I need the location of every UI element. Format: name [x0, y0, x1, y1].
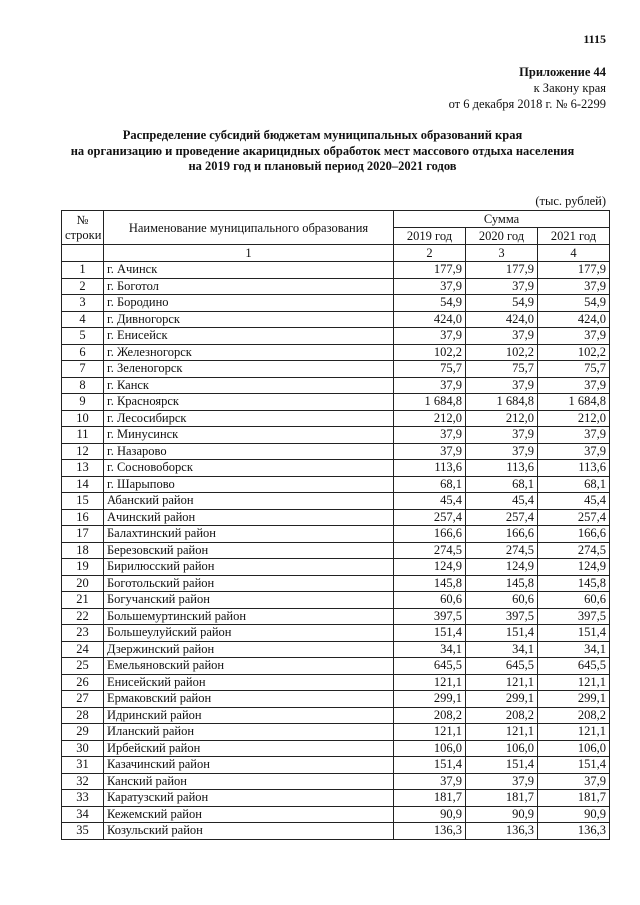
amount-2021: 37,9 — [538, 443, 610, 460]
header-index-name: 1 — [104, 245, 394, 262]
row-number: 5 — [62, 328, 104, 345]
amount-2019: 37,9 — [394, 377, 466, 394]
amount-2021: 274,5 — [538, 542, 610, 559]
amount-2019: 166,6 — [394, 526, 466, 543]
row-number: 16 — [62, 509, 104, 526]
table-row — [62, 526, 610, 543]
amount-2021: 136,3 — [538, 823, 610, 840]
amount-2019: 257,4 — [394, 509, 466, 526]
amount-2020: 424,0 — [466, 311, 538, 328]
amount-2020: 645,5 — [466, 658, 538, 675]
table-row — [62, 559, 610, 576]
table-row — [62, 724, 610, 741]
municipality-name: Боготольский район — [104, 575, 394, 592]
row-number: 26 — [62, 674, 104, 691]
amount-2021: 166,6 — [538, 526, 610, 543]
municipality-name: Балахтинский район — [104, 526, 394, 543]
row-number: 32 — [62, 773, 104, 790]
row-number: 35 — [62, 823, 104, 840]
amount-2019: 212,0 — [394, 410, 466, 427]
amount-2021: 60,6 — [538, 592, 610, 609]
amount-2020: 75,7 — [466, 361, 538, 378]
table-row — [62, 575, 610, 592]
amount-2019: 37,9 — [394, 328, 466, 345]
table-row — [62, 509, 610, 526]
amount-2019: 274,5 — [394, 542, 466, 559]
row-number: 25 — [62, 658, 104, 675]
amount-2021: 212,0 — [538, 410, 610, 427]
amount-2019: 1 684,8 — [394, 394, 466, 411]
row-number: 23 — [62, 625, 104, 642]
municipality-name: Казачинский район — [104, 757, 394, 774]
municipality-name: Иланский район — [104, 724, 394, 741]
amount-2021: 121,1 — [538, 674, 610, 691]
amount-2019: 90,9 — [394, 806, 466, 823]
municipality-name: г. Ачинск — [104, 262, 394, 279]
amount-2020: 151,4 — [466, 757, 538, 774]
amount-2020: 397,5 — [466, 608, 538, 625]
table-row — [62, 295, 610, 312]
document-title — [40, 128, 605, 175]
row-number: 3 — [62, 295, 104, 312]
table-row — [62, 806, 610, 823]
amount-2021: 90,9 — [538, 806, 610, 823]
municipality-name: г. Канск — [104, 377, 394, 394]
amount-2019: 299,1 — [394, 691, 466, 708]
amount-2020: 37,9 — [466, 328, 538, 345]
table-row — [62, 707, 610, 724]
table-row — [62, 493, 610, 510]
table-row — [62, 443, 610, 460]
header-sum: Сумма — [394, 211, 610, 228]
title-line-2: на организацию и проведение акарицидных обработок мест массового отдыха населения — [70, 143, 575, 158]
amount-2019: 37,9 — [394, 278, 466, 295]
amount-2020: 37,9 — [466, 443, 538, 460]
amount-2021: 34,1 — [538, 641, 610, 658]
amount-2020: 136,3 — [466, 823, 538, 840]
amount-2021: 151,4 — [538, 757, 610, 774]
header-year-2020: 2020 год — [466, 228, 538, 245]
header-index-empty — [62, 245, 104, 262]
amount-2019: 68,1 — [394, 476, 466, 493]
appendix-title: Приложение 44 — [519, 65, 606, 79]
amount-2019: 124,9 — [394, 559, 466, 576]
table-row — [62, 790, 610, 807]
amount-2019: 37,9 — [394, 443, 466, 460]
municipality-name: г. Шарыпово — [104, 476, 394, 493]
row-number: 27 — [62, 691, 104, 708]
row-number: 33 — [62, 790, 104, 807]
title-line-1: Распределение субсидий бюджетам муниципальных образований края — [122, 128, 523, 142]
amount-2021: 299,1 — [538, 691, 610, 708]
appendix-law-ref: к Закону края — [533, 81, 606, 95]
row-number: 30 — [62, 740, 104, 757]
table-row — [62, 608, 610, 625]
amount-2019: 121,1 — [394, 674, 466, 691]
amount-2019: 45,4 — [394, 493, 466, 510]
amount-2020: 274,5 — [466, 542, 538, 559]
amount-2021: 145,8 — [538, 575, 610, 592]
amount-2019: 151,4 — [394, 625, 466, 642]
row-number: 8 — [62, 377, 104, 394]
table-row — [62, 641, 610, 658]
row-number: 4 — [62, 311, 104, 328]
amount-2019: 75,7 — [394, 361, 466, 378]
table-row — [62, 344, 610, 361]
amount-2020: 121,1 — [466, 724, 538, 741]
table-row — [62, 658, 610, 675]
amount-2021: 397,5 — [538, 608, 610, 625]
amount-2019: 113,6 — [394, 460, 466, 477]
municipality-name: Канский район — [104, 773, 394, 790]
amount-2020: 68,1 — [466, 476, 538, 493]
amount-2021: 37,9 — [538, 377, 610, 394]
amount-2020: 45,4 — [466, 493, 538, 510]
amount-2020: 166,6 — [466, 526, 538, 543]
header-year-2019: 2019 год — [394, 228, 466, 245]
row-number: 19 — [62, 559, 104, 576]
amount-2019: 397,5 — [394, 608, 466, 625]
amount-2019: 151,4 — [394, 757, 466, 774]
amount-2019: 208,2 — [394, 707, 466, 724]
amount-2021: 37,9 — [538, 773, 610, 790]
amount-2019: 102,2 — [394, 344, 466, 361]
amount-2021: 37,9 — [538, 427, 610, 444]
table-row — [62, 625, 610, 642]
table-row — [62, 823, 610, 840]
row-number: 7 — [62, 361, 104, 378]
row-number: 28 — [62, 707, 104, 724]
municipality-name: Большемуртинский район — [104, 608, 394, 625]
amount-2019: 645,5 — [394, 658, 466, 675]
municipality-name: г. Назарово — [104, 443, 394, 460]
amount-2019: 424,0 — [394, 311, 466, 328]
amount-2021: 37,9 — [538, 278, 610, 295]
amount-2021: 68,1 — [538, 476, 610, 493]
row-number: 10 — [62, 410, 104, 427]
amount-2021: 151,4 — [538, 625, 610, 642]
table-row — [62, 691, 610, 708]
row-number: 9 — [62, 394, 104, 411]
amount-2020: 151,4 — [466, 625, 538, 642]
amount-2020: 212,0 — [466, 410, 538, 427]
municipality-name: Абанский район — [104, 493, 394, 510]
table-row — [62, 361, 610, 378]
header-no-label: строки — [65, 227, 102, 242]
municipality-name: Кежемский район — [104, 806, 394, 823]
municipality-name: Березовский район — [104, 542, 394, 559]
amount-2020: 37,9 — [466, 427, 538, 444]
row-number: 14 — [62, 476, 104, 493]
row-number: 20 — [62, 575, 104, 592]
row-number: 6 — [62, 344, 104, 361]
table-row — [62, 592, 610, 609]
title-line-3: на 2019 год и плановый период 2020–2021 годов — [188, 159, 457, 173]
amount-2020: 257,4 — [466, 509, 538, 526]
amount-2019: 54,9 — [394, 295, 466, 312]
amount-2020: 37,9 — [466, 278, 538, 295]
amount-2020: 177,9 — [466, 262, 538, 279]
municipality-name: Идринский район — [104, 707, 394, 724]
units-label: (тыс. рублей) — [535, 194, 606, 208]
amount-2020: 145,8 — [466, 575, 538, 592]
municipality-name: Ермаковский район — [104, 691, 394, 708]
amount-2020: 208,2 — [466, 707, 538, 724]
municipality-name: Ирбейский район — [104, 740, 394, 757]
amount-2020: 34,1 — [466, 641, 538, 658]
municipality-name: Ачинский район — [104, 509, 394, 526]
table-row — [62, 773, 610, 790]
amount-2021: 181,7 — [538, 790, 610, 807]
amount-2019: 37,9 — [394, 427, 466, 444]
amount-2019: 37,9 — [394, 773, 466, 790]
municipality-name: г. Дивногорск — [104, 311, 394, 328]
amount-2019: 60,6 — [394, 592, 466, 609]
amount-2020: 113,6 — [466, 460, 538, 477]
table-row — [62, 328, 610, 345]
municipality-name: г. Сосновоборск — [104, 460, 394, 477]
amount-2020: 54,9 — [466, 295, 538, 312]
amount-2021: 113,6 — [538, 460, 610, 477]
table-row — [62, 262, 610, 279]
row-number: 34 — [62, 806, 104, 823]
amount-2020: 37,9 — [466, 377, 538, 394]
row-number: 11 — [62, 427, 104, 444]
row-number: 18 — [62, 542, 104, 559]
amount-2019: 177,9 — [394, 262, 466, 279]
row-number: 22 — [62, 608, 104, 625]
amount-2019: 136,3 — [394, 823, 466, 840]
municipality-name: г. Бородино — [104, 295, 394, 312]
row-number: 1 — [62, 262, 104, 279]
subsidy-table — [61, 210, 610, 840]
row-number: 24 — [62, 641, 104, 658]
table-row — [62, 757, 610, 774]
amount-2020: 124,9 — [466, 559, 538, 576]
table-row — [62, 740, 610, 757]
municipality-name: Енисейский район — [104, 674, 394, 691]
municipality-name: г. Минусинск — [104, 427, 394, 444]
municipality-name: г. Боготол — [104, 278, 394, 295]
amount-2019: 181,7 — [394, 790, 466, 807]
row-number: 13 — [62, 460, 104, 477]
table-row — [62, 410, 610, 427]
municipality-name: г. Енисейск — [104, 328, 394, 345]
row-number: 31 — [62, 757, 104, 774]
amount-2021: 257,4 — [538, 509, 610, 526]
municipality-name: Каратузский район — [104, 790, 394, 807]
municipality-name: г. Лесосибирск — [104, 410, 394, 427]
amount-2020: 181,7 — [466, 790, 538, 807]
header-no-symbol: № — [76, 212, 89, 227]
municipality-name: Большеулуйский район — [104, 625, 394, 642]
amount-2021: 45,4 — [538, 493, 610, 510]
table-body — [62, 262, 610, 840]
table-row — [62, 278, 610, 295]
amount-2021: 645,5 — [538, 658, 610, 675]
amount-2020: 299,1 — [466, 691, 538, 708]
municipality-name: Богучанский район — [104, 592, 394, 609]
municipality-name: г. Железногорск — [104, 344, 394, 361]
table-row — [62, 460, 610, 477]
page-number: 1115 — [583, 32, 606, 46]
amount-2020: 106,0 — [466, 740, 538, 757]
amount-2021: 1 684,8 — [538, 394, 610, 411]
amount-2020: 60,6 — [466, 592, 538, 609]
amount-2019: 145,8 — [394, 575, 466, 592]
appendix-block — [449, 64, 606, 112]
municipality-name: Бирилюсский район — [104, 559, 394, 576]
header-year-2021: 2021 год — [538, 228, 610, 245]
amount-2021: 124,9 — [538, 559, 610, 576]
row-number: 29 — [62, 724, 104, 741]
row-number: 2 — [62, 278, 104, 295]
amount-2019: 34,1 — [394, 641, 466, 658]
amount-2021: 208,2 — [538, 707, 610, 724]
header-index-2021: 4 — [538, 245, 610, 262]
header-index-2019: 2 — [394, 245, 466, 262]
table-row — [62, 674, 610, 691]
table-row — [62, 377, 610, 394]
table-row — [62, 394, 610, 411]
table-row — [62, 311, 610, 328]
amount-2020: 37,9 — [466, 773, 538, 790]
amount-2021: 37,9 — [538, 328, 610, 345]
header-index-2020: 3 — [466, 245, 538, 262]
table-row — [62, 542, 610, 559]
municipality-name: Емельяновский район — [104, 658, 394, 675]
appendix-date: от 6 декабря 2018 г. № 6-2299 — [448, 97, 606, 111]
table-row — [62, 476, 610, 493]
row-number: 15 — [62, 493, 104, 510]
amount-2019: 106,0 — [394, 740, 466, 757]
amount-2020: 121,1 — [466, 674, 538, 691]
municipality-name: Козульский район — [104, 823, 394, 840]
amount-2021: 424,0 — [538, 311, 610, 328]
amount-2021: 54,9 — [538, 295, 610, 312]
amount-2021: 121,1 — [538, 724, 610, 741]
header-row-number — [62, 211, 104, 245]
row-number: 21 — [62, 592, 104, 609]
amount-2021: 106,0 — [538, 740, 610, 757]
amount-2019: 121,1 — [394, 724, 466, 741]
amount-2021: 102,2 — [538, 344, 610, 361]
amount-2020: 1 684,8 — [466, 394, 538, 411]
amount-2021: 177,9 — [538, 262, 610, 279]
row-number: 12 — [62, 443, 104, 460]
amount-2021: 75,7 — [538, 361, 610, 378]
municipality-name: Дзержинский район — [104, 641, 394, 658]
header-name: Наименование муниципального образования — [104, 211, 394, 245]
amount-2020: 90,9 — [466, 806, 538, 823]
table-row — [62, 427, 610, 444]
municipality-name: г. Красноярск — [104, 394, 394, 411]
row-number: 17 — [62, 526, 104, 543]
amount-2020: 102,2 — [466, 344, 538, 361]
municipality-name: г. Зеленогорск — [104, 361, 394, 378]
